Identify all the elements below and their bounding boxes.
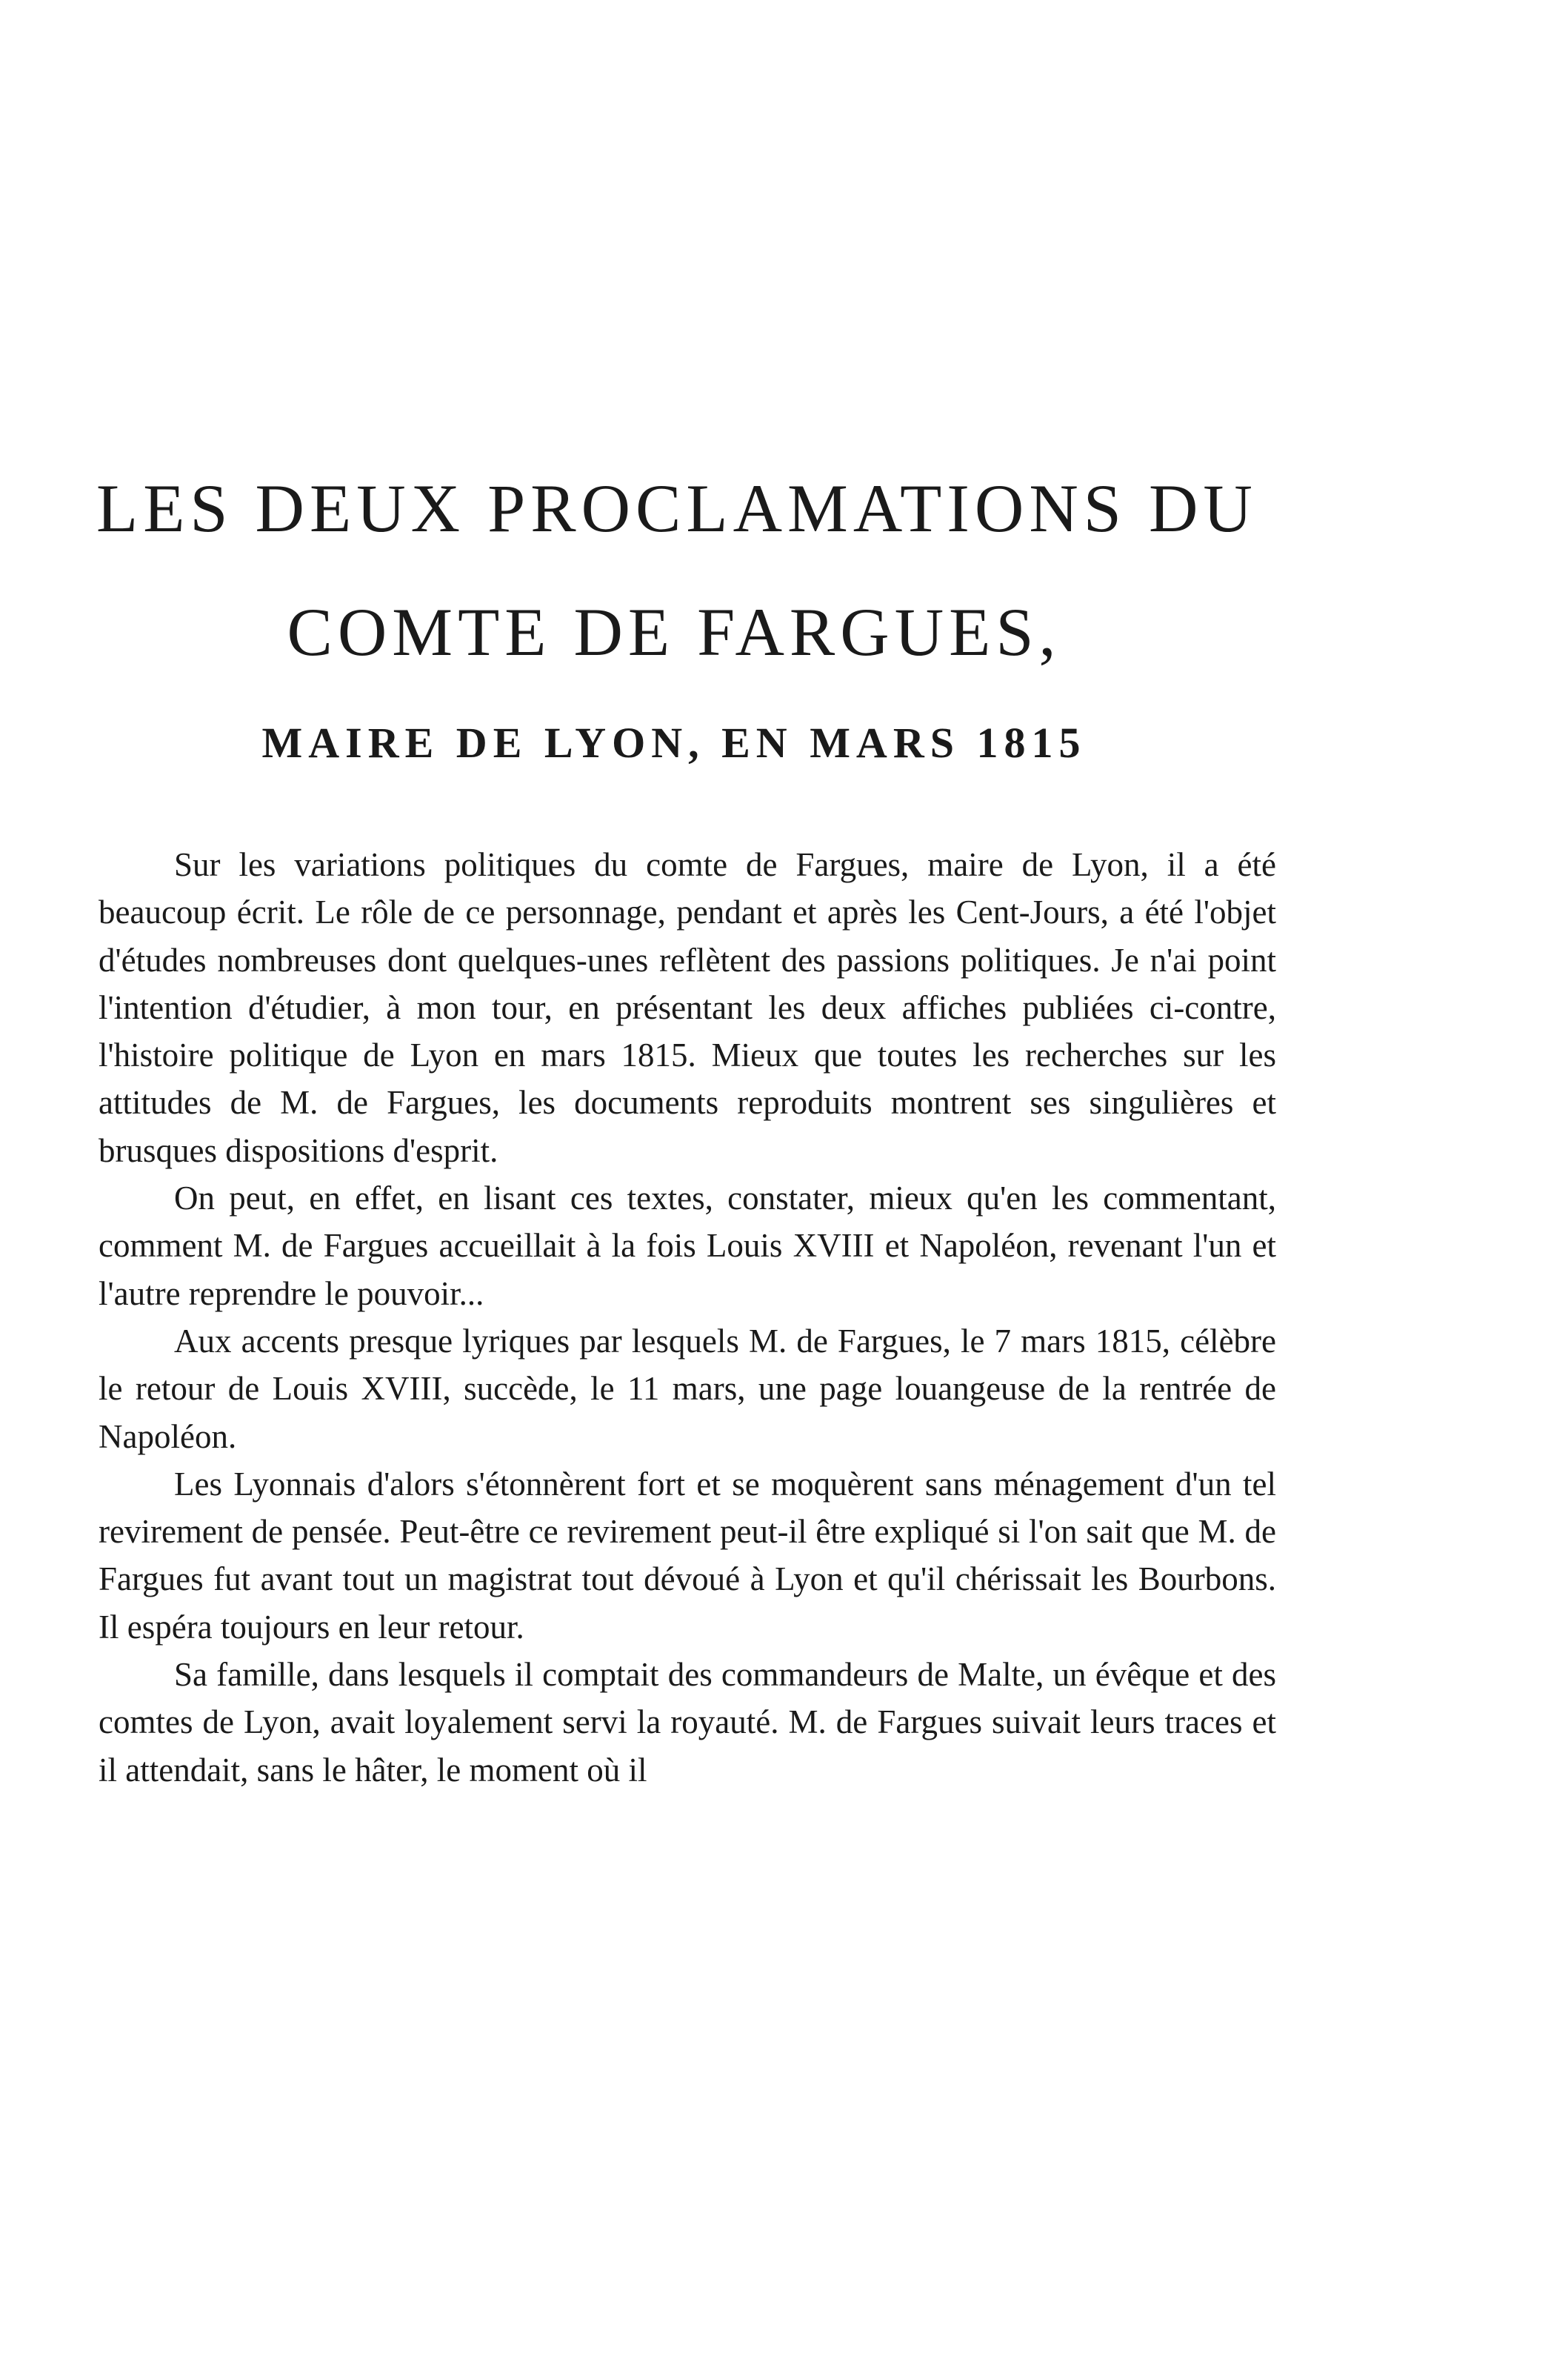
paragraph-4: Les Lyonnais d'alors s'étonnèrent fort et se moquèrent sans ménagement d'un tel revirement de pensée. Peut-être ce revirement peut-il être expliqué si l'on sait que M. de Fargues fut avant tout un magistrat tout dévoué à Lyon et qu'il chérissait les Bourbons. Il espéra toujours en leur retour. [99,1465,1276,1646]
paragraph-1: Sur les variations politiques du comte de Fargues, maire de Lyon, il a été beaucoup écrit. Le rôle de ce personnage, pendant et après les Cent-Jours, a été l'objet d'études nombreuses dont quelques-unes reflètent des passions politiques. Je n'ai point l'intention d'étudier, à mon tour, en présentant les deux affiches publiées ci-contre, l'histoire politique de Lyon en mars 1815. Mieux que toutes les recherches sur les attitudes de M. de Fargues, les documents reproduits montrent ses singulières et brusques dispositions d'esprit. [99,846,1276,1169]
article-heading [96,470,1258,767]
title-line-1: LES DEUX PROCLAMATIONS DU [96,470,1258,546]
paragraph-3: Aux accents presque lyriques par lesquels M. de Fargues, le 7 mars 1815, célèbre le retour de Louis XVIII, succède, le 11 mars, une page louangeuse de la rentrée de Napoléon. [99,1322,1276,1455]
article-body [99,841,1276,1794]
subtitle: MAIRE DE LYON, EN MARS 1815 [261,719,1087,767]
title-line-2: COMTE DE FARGUES, [287,594,1061,670]
paragraph-2: On peut, en effet, en lisant ces textes, constater, mieux qu'en les commentant, comment M. de Fargues accueillait à la fois Louis XVIII et Napoléon, revenant l'un et l'autre reprendre le pouvoir... [99,1180,1276,1312]
paragraph-5: Sa famille, dans lesquels il comptait des commandeurs de Malte, un évêque et des comtes de Lyon, avait loyalement servi la royauté. M. de Fargues suivait leurs traces et il attendait, sans le hâter, le moment où il [99,1656,1276,1789]
